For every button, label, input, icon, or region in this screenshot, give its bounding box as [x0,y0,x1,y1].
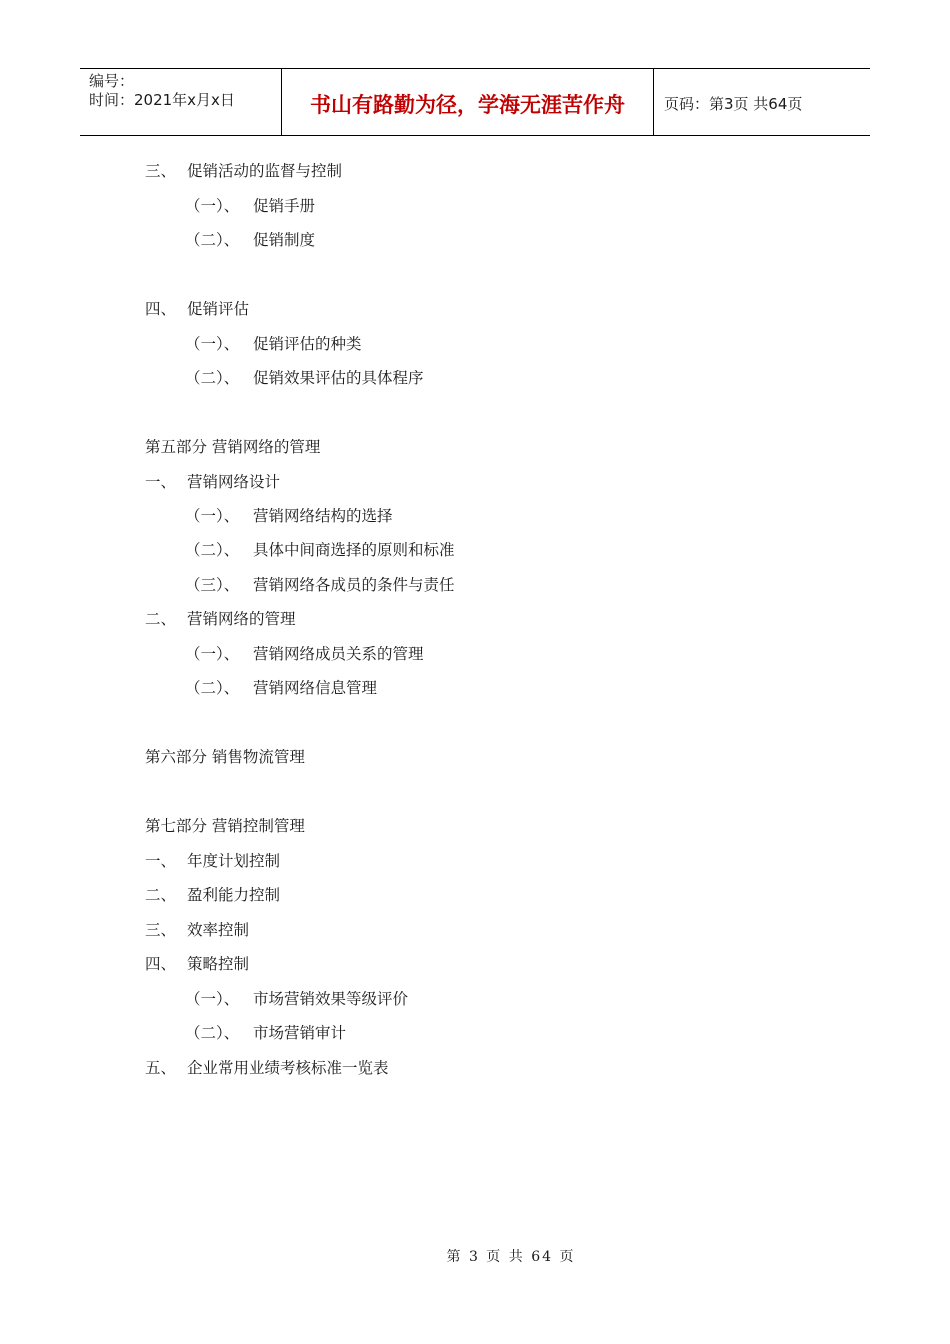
header-motto: 书山有路勤为径，学海无涯苦作舟 [282,69,654,135]
toc-item-text: 企业常用业绩考核标准一览表 [187,1059,389,1077]
toc-item-number: 一、 [145,852,177,870]
serial-label: 编号： [89,72,135,90]
toc-item-number: 二、 [145,610,177,628]
toc-item-text: 促销制度 [253,231,316,249]
toc-item-number: （二）、 [185,369,240,387]
toc-item-text: 具体中间商选择的原则和标准 [253,541,455,559]
header-meta [80,69,282,135]
header-page-info: 页码：第3页 共64页 [664,94,803,113]
page-footer: 第 3 页 共 64 页 [446,1249,576,1265]
toc-item-text: 营销网络的管理 [187,610,296,628]
toc-item-text: 促销效果评估的具体程序 [253,369,424,387]
toc-item-number: 一、 [145,473,177,491]
toc-item-text: 第五部分 营销网络的管理 [145,438,321,456]
toc-item-text: 年度计划控制 [187,852,281,870]
toc-item-text: 效率控制 [187,921,250,939]
toc-item-text: 营销网络各成员的条件与责任 [253,576,455,594]
toc-item-text: 促销活动的监督与控制 [187,162,343,180]
toc-item-text: 市场营销审计 [253,1024,347,1042]
toc-item-number: （三）、 [185,576,240,594]
toc-item-number: （一）、 [185,197,240,215]
toc-item-text: 市场营销效果等级评价 [253,990,409,1008]
toc-item-number: （一）、 [185,335,240,353]
toc-item-text: 促销评估 [187,300,250,318]
toc-item-text: 营销网络设计 [187,473,281,491]
toc-item-number: （一）、 [185,645,240,663]
toc-item-number: 四、 [145,955,177,973]
toc-item-number: （二）、 [185,679,240,697]
toc-item-text: 营销网络成员关系的管理 [253,645,424,663]
toc-item-number: 三、 [145,921,177,939]
toc-item-number: 二、 [145,886,177,904]
toc-item-number: （一）、 [185,990,240,1008]
toc-item-number: 三、 [145,162,177,180]
toc-item-text: 第七部分 营销控制管理 [145,817,305,835]
toc-item-text: 营销网络结构的选择 [253,507,393,525]
toc-item-text: 盈利能力控制 [187,886,281,904]
toc-item-number: 四、 [145,300,177,318]
toc-item-text: 促销评估的种类 [253,335,362,353]
toc-item-number: （一）、 [185,507,240,525]
toc-item-number: （二）、 [185,541,240,559]
toc-item-number: 五、 [145,1059,177,1077]
toc-item-number: （二）、 [185,1024,240,1042]
toc-item-text: 第六部分 销售物流管理 [145,748,305,766]
toc-item-text: 促销手册 [253,197,316,215]
toc-item-text: 营销网络信息管理 [253,679,378,697]
date-line: 时间：2021年x月x日 [89,91,235,109]
toc-item-number: （二）、 [185,231,240,249]
page-header [80,68,870,136]
toc-item-text: 策略控制 [187,955,250,973]
